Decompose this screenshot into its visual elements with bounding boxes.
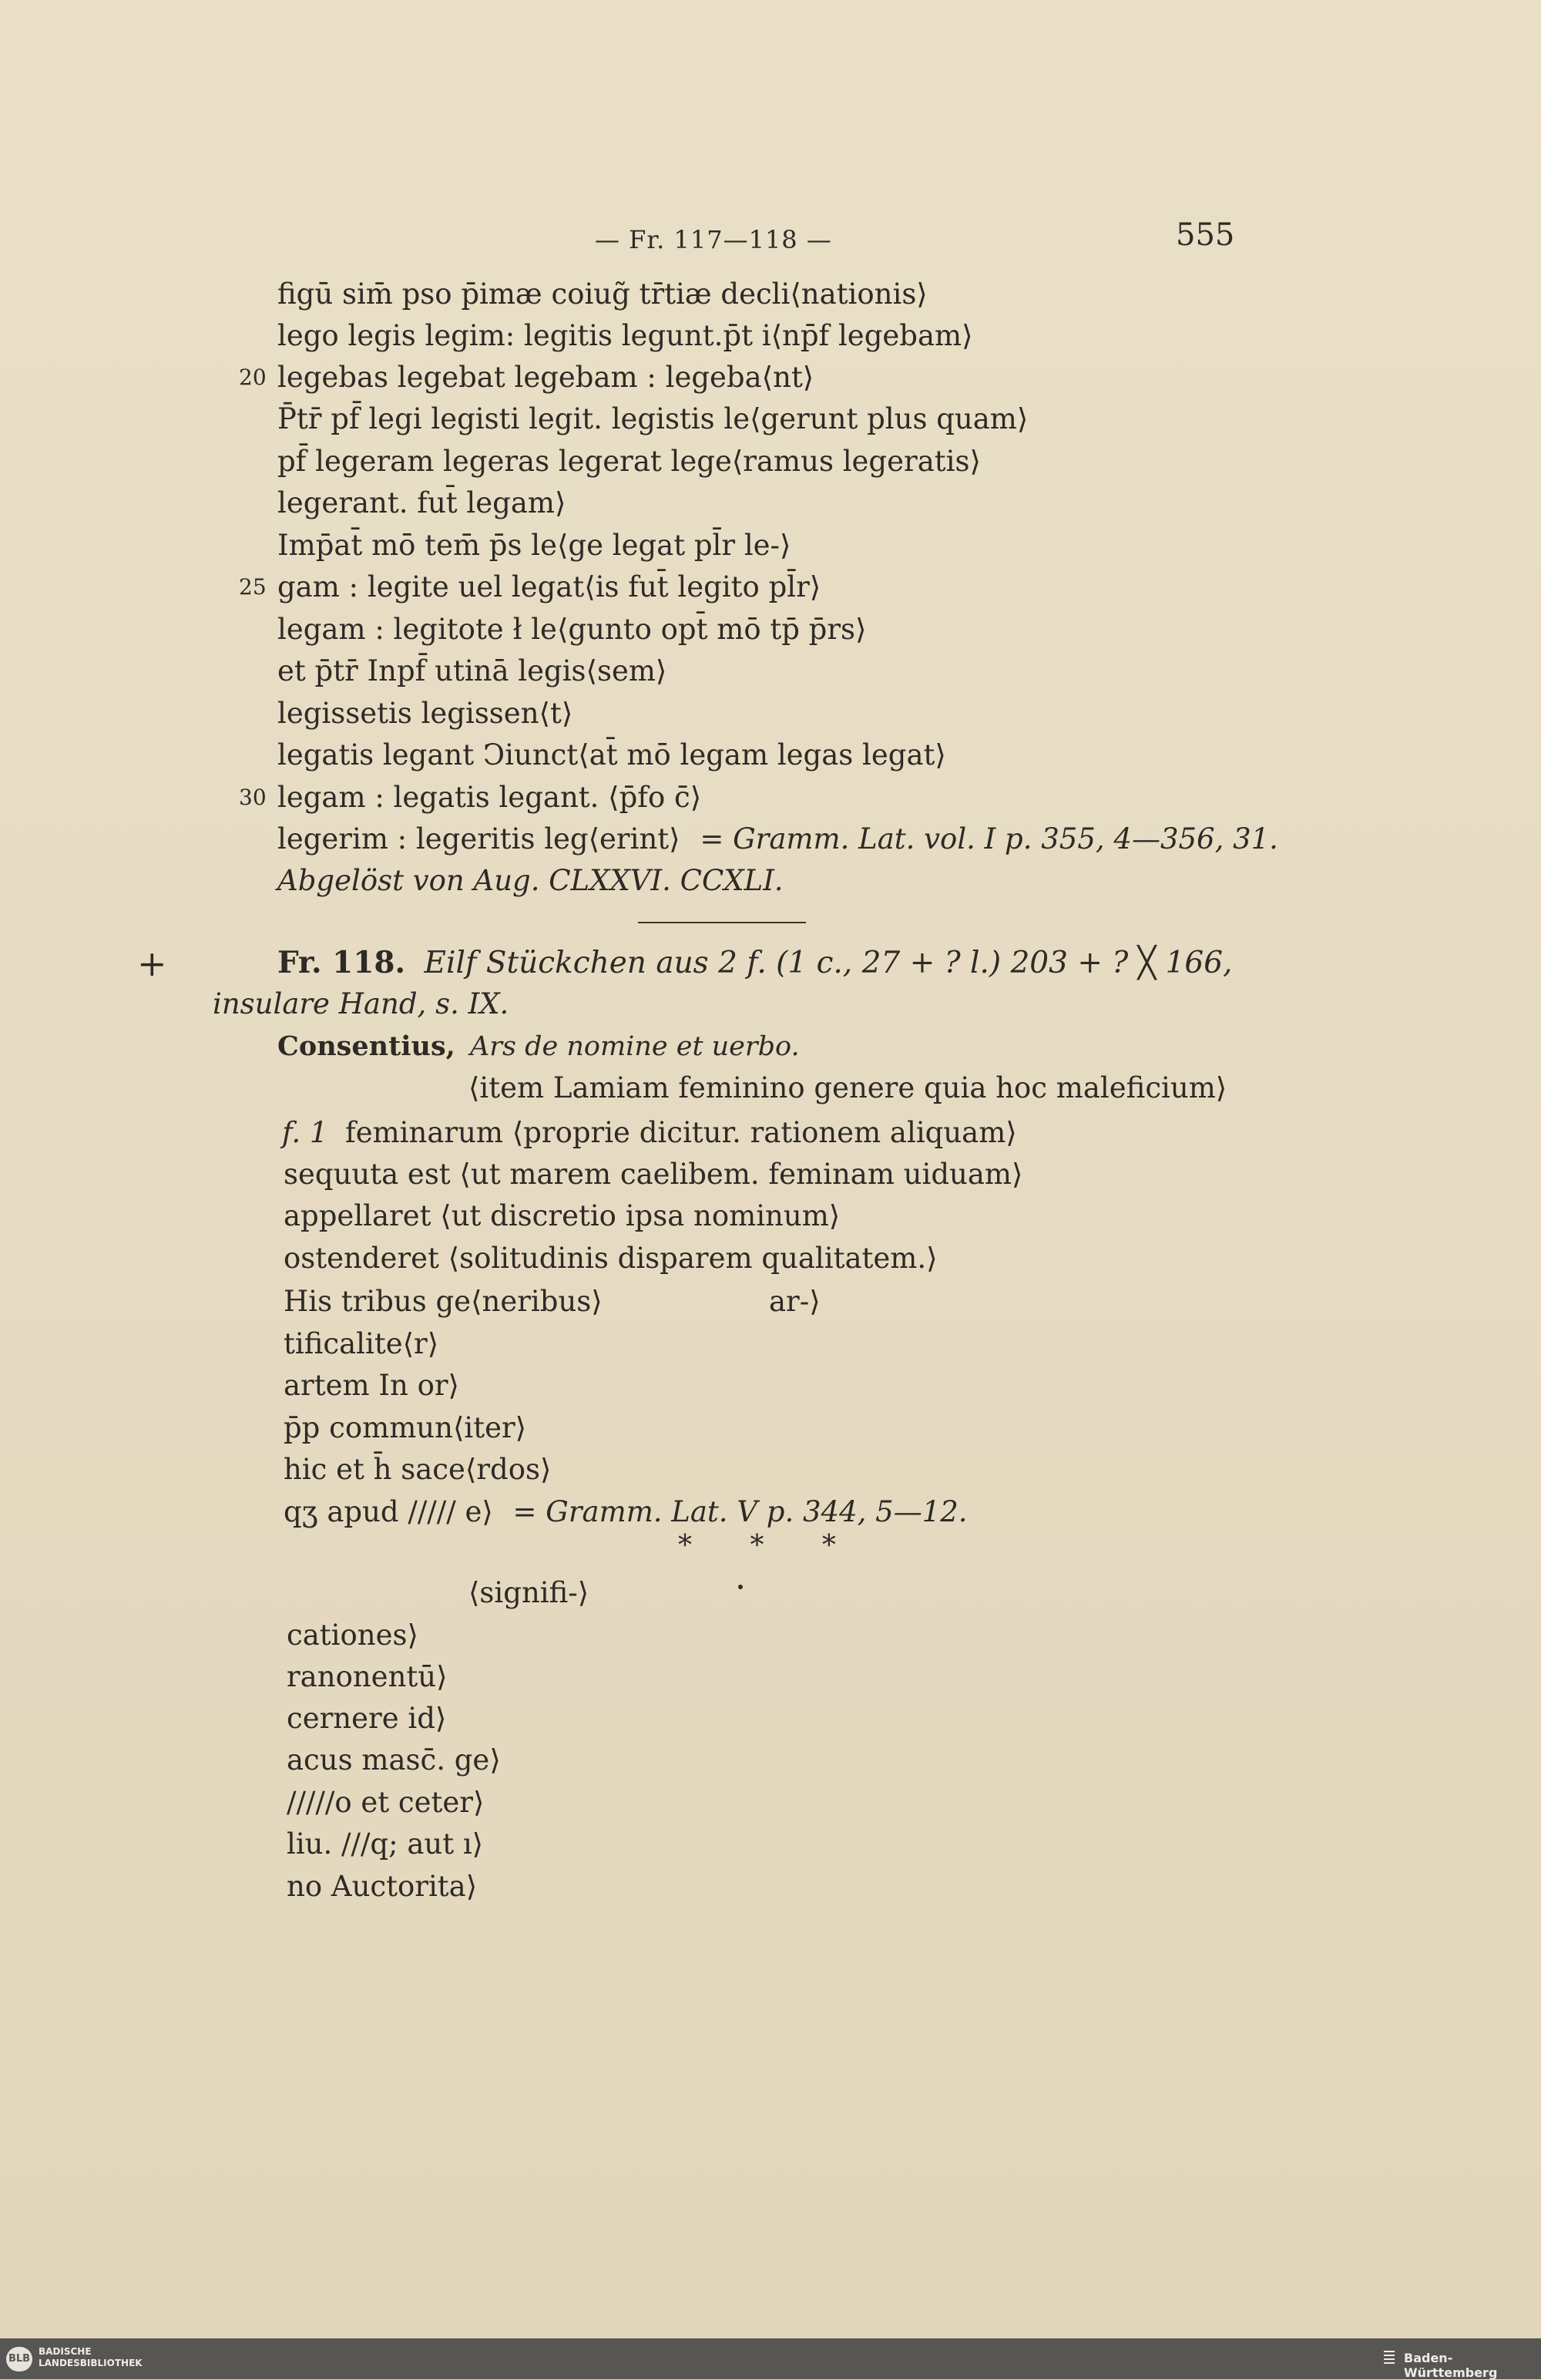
reference-citation: = Gramm. Lat. V p. 344, 5—12. [512,1495,968,1528]
text-line: legam : legatis legant. ⟨p̄fo c̄⟩ [277,781,702,814]
folio-label: f. 1 [282,1116,328,1149]
text-line: cationes⟩ [287,1619,418,1652]
text-line: et p̄tr̄ Inpf̄ utinā legis⟨sem⟩ [277,654,667,687]
text-line: ostenderet ⟨solitudinis disparem qualitatem.⟩ [284,1242,938,1275]
text-line: artem In or⟩ [284,1369,459,1402]
library-name-line2: LANDESBIBLIOTHEK [39,2358,143,2368]
page-header [0,217,1541,264]
text-line: liu. ///q; aut ı⟩ [287,1827,484,1861]
text-line: legebas legebat legebam : legeba⟨nt⟩ [277,361,814,394]
running-title: — Fr. 117—118 — [595,225,832,254]
ink-dot [738,1585,743,1589]
text-line: appellaret ⟨ut discretio ipsa nominum⟩ [284,1199,841,1232]
text-line: figū sim̄ pso p̄imæ coiug̃ tr̄tiæ decli⟨nationis⟩ [277,277,928,311]
text-line: ranonentū⟩ [287,1660,448,1693]
text-line: acus masc̄. ge⟩ [287,1743,501,1777]
text-line: ⟨signifi-⟩ [468,1576,589,1609]
text-line: legissetis legissen⟨t⟩ [277,697,573,730]
text-line: no Auctorita⟩ [287,1870,478,1903]
blb-logo-icon: BLB [6,2347,32,2372]
library-footer-bar [0,2338,1541,2379]
text-line: gam : legite uel legat⟨is fut̄ legito pl̄r⟩ [277,570,821,603]
line-number: 25 [239,574,267,600]
fragment-description-continued: insulare Hand, s. IX. [213,987,509,1020]
text-line: P̄tr̄ pf̄ legi legisti legit. legistis le⟨gerunt plus quam⟩ [277,402,1029,435]
library-name-line1: BADISCHE [39,2346,92,2357]
detached-note: Abgelöst von Aug. CLXXVI. CCXLI. [277,864,784,897]
text-line: legatis legant Ↄiunct⟨at̄ mō legam legas legat⟩ [277,738,946,771]
text-line-body: qʒ apud ///// e⟩ [284,1495,493,1528]
text-line-body: legerim : legeritis leg⟨erint⟩ [277,822,680,856]
section-divider [638,922,806,923]
fragment-label: Fr. 118. [277,945,406,980]
reference-citation: = Gramm. Lat. vol. I p. 355, 4—356, 31. [700,822,1278,856]
text-line: ⟨item Lamiam feminino genere quia hoc maleficium⟩ [468,1071,1227,1104]
text-line [284,1495,968,1529]
library-name [39,2346,143,2369]
state-coat-of-arms-icon [1382,2348,1397,2369]
text-line: sequuta est ⟨ut marem caelibem. feminam uiduam⟩ [284,1158,1023,1191]
fragment-description: Eilf Stückchen aus 2 f. (1 c., 27 + ? l.) 203 + ? ╳ 166, [424,946,1233,980]
fragment-heading [277,946,1232,980]
text-line: Imp̄at̄ mō tem̄ p̄s le⟨ge legat pl̄r le-⟩ [277,529,791,562]
text-line: feminarum ⟨proprie dicitur. rationem aliquam⟩ [345,1116,1017,1149]
text-line: cernere id⟩ [287,1702,447,1735]
text-line: pf̄ legeram legeras legerat lege⟨ramus legeratis⟩ [277,445,981,478]
state-name: Baden-Württemberg [1404,2351,1498,2380]
text-line: lego legis legim: legitis legunt.p̄t i⟨np̄f legebam⟩ [277,319,973,352]
work-title: Ars de nomine et uerbo. [470,1031,800,1062]
margin-mark: + [137,943,167,984]
text-line: p̄p commun⟨iter⟩ [284,1411,527,1444]
text-line [277,822,1278,856]
text-line: /////o et ceter⟩ [287,1786,485,1819]
text-line: tificalite⟨r⟩ [284,1327,439,1360]
text-line: legam : legitote ł le⟨gunto opt̄ mō tp̄ p̄rs⟩ [277,613,867,646]
text-line: His tribus ge⟨neribus⟩ [284,1285,603,1318]
section-asterisks: * * * [678,1530,861,1561]
line-number: 20 [239,365,267,390]
author-name: Consentius, [277,1030,455,1062]
line-number: 30 [239,785,267,810]
text-line: legerant. fut̄ legam⟩ [277,486,566,519]
page-number: 555 [1176,217,1235,253]
aside-fragment: ar-⟩ [769,1285,821,1318]
author-line [277,1030,800,1064]
text-line: hic et h̄ sace⟨rdos⟩ [284,1453,552,1486]
